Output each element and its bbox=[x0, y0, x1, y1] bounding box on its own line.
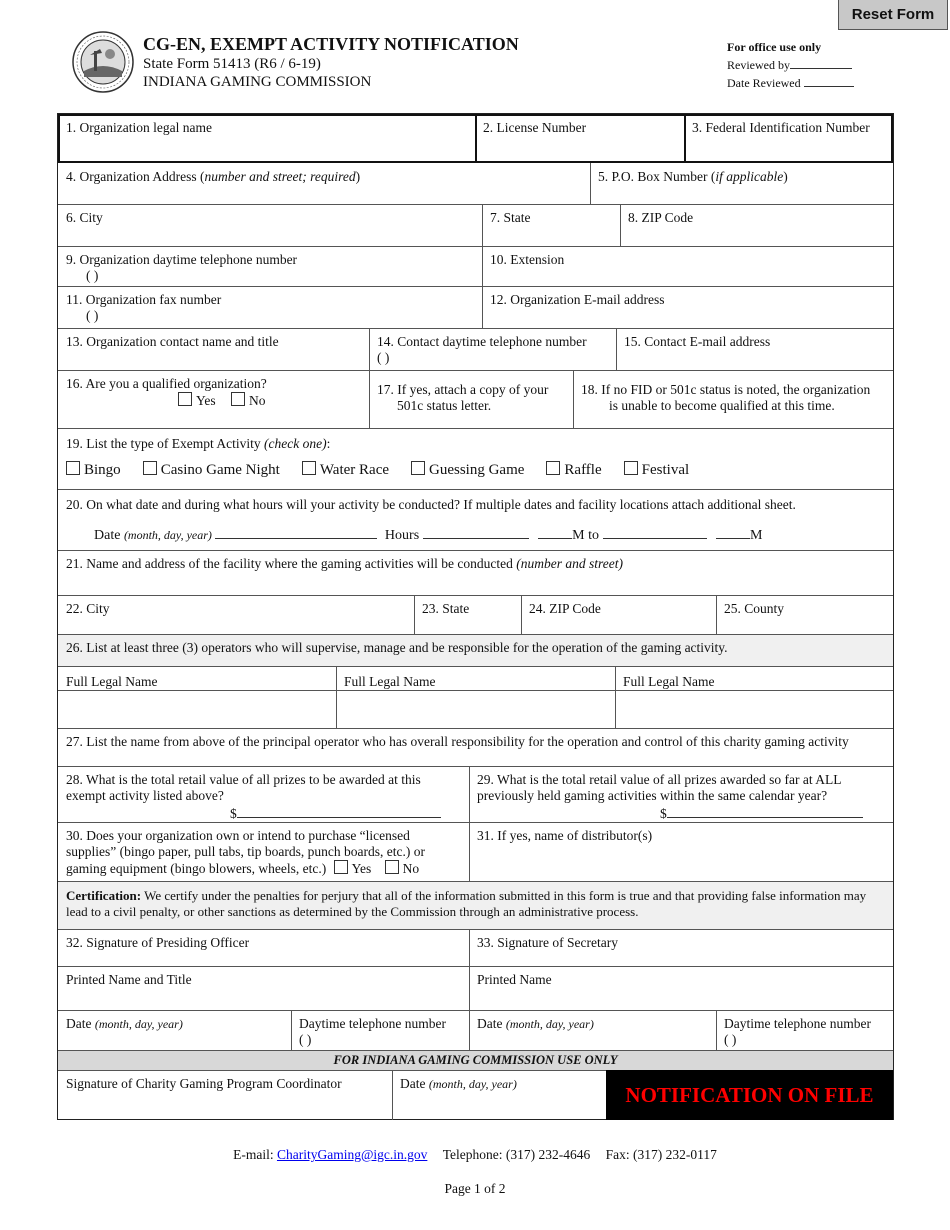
date-reviewed-label: Date Reviewed bbox=[727, 76, 801, 90]
office-use-label: For office use only bbox=[727, 40, 822, 54]
licensed-supplies-section: 30. Does your organization own or intend to purchase “licensed supplies” (bingo paper, pull tabs, tip boards, punch boards, etc.) or gaming equipment (bingo blowers, wheels, etc.) Yes No bbox=[66, 828, 426, 876]
officer-printed-name-field[interactable]: Printed Name and Title bbox=[66, 972, 192, 987]
org-address-field[interactable]: 4. Organization Address (number and street; required) bbox=[66, 169, 361, 184]
contact-email-field[interactable]: 15. Contact E-mail address bbox=[624, 334, 771, 349]
presiding-officer-signature-field[interactable]: 32. Signature of Presiding Officer bbox=[66, 935, 250, 950]
coordinator-date-field[interactable]: Date (month, day, year) bbox=[400, 1076, 517, 1091]
facility-city-field[interactable]: 22. City bbox=[66, 601, 110, 616]
reset-form-button[interactable]: Reset Form bbox=[838, 0, 948, 30]
org-phone-field[interactable]: 9. Organization daytime telephone number ( ) bbox=[66, 252, 298, 283]
activity-label: Bingo bbox=[84, 462, 121, 478]
supplies-yes-checkbox[interactable] bbox=[334, 860, 348, 874]
activity-option[interactable] bbox=[624, 462, 690, 478]
facility-address-field[interactable]: 21. Name and address of the facility where the gaming activities will be conducted (number and street) bbox=[66, 556, 623, 571]
supplies-no-checkbox[interactable] bbox=[385, 860, 399, 874]
activity-option[interactable] bbox=[302, 462, 389, 478]
org-legal-name-field[interactable] bbox=[58, 114, 475, 163]
activity-label: Water Race bbox=[319, 462, 390, 478]
label-3: 3. Federal Identification Number bbox=[692, 120, 870, 135]
prize-value-field[interactable] bbox=[237, 804, 441, 818]
notification-on-file-stamp: NOTIFICATION ON FILE bbox=[606, 1070, 893, 1120]
activity-option[interactable] bbox=[411, 462, 524, 478]
org-fax-field[interactable]: 11. Organization fax number ( ) bbox=[66, 292, 222, 323]
activity-checkbox[interactable] bbox=[546, 461, 560, 475]
reviewed-by-field[interactable] bbox=[790, 68, 852, 69]
operator-3-field[interactable] bbox=[615, 690, 893, 728]
notification-form bbox=[57, 113, 894, 1120]
license-number-field[interactable] bbox=[475, 114, 684, 163]
activity-date-hours-section: 20. On what date and during what hours will your activity be conducted? If multiple dates and facility locations attach additional sheet. Date (month, day, year) Hours M to M bbox=[58, 491, 893, 550]
page-number: Page 1 of 2 bbox=[444, 1181, 506, 1196]
extension-field[interactable]: 10. Extension bbox=[490, 252, 565, 267]
reviewed-by-label: Reviewed by bbox=[727, 58, 790, 72]
activity-checkbox[interactable] bbox=[302, 461, 316, 475]
facility-state-field[interactable]: 23. State bbox=[422, 601, 470, 616]
label-17: 17. If yes, attach a copy of your 501c status letter. bbox=[377, 382, 549, 413]
label-2: 2. License Number bbox=[483, 120, 587, 135]
po-box-field[interactable]: 5. P.O. Box Number (if applicable) bbox=[598, 169, 788, 184]
contact-footer: E-mail: CharityGaming@igc.in.gov Telephone: (317) 232-4646 Fax: (317) 232-0117 bbox=[233, 1147, 717, 1162]
state-seal-icon bbox=[72, 31, 134, 93]
hours-end-field[interactable] bbox=[603, 538, 707, 539]
activity-label: Festival bbox=[641, 462, 690, 478]
prior-prize-value-field[interactable] bbox=[667, 804, 863, 818]
org-email-field[interactable]: 12. Organization E-mail address bbox=[490, 292, 665, 307]
qualified-no-checkbox[interactable] bbox=[231, 392, 245, 406]
secretary-date-field[interactable]: Date (month, day, year) bbox=[477, 1016, 594, 1031]
contact-name-field[interactable]: 13. Organization contact name and title bbox=[66, 334, 279, 349]
officer-phone-field[interactable]: Daytime telephone number ( ) bbox=[299, 1016, 446, 1047]
officer-date-field[interactable]: Date (month, day, year) bbox=[66, 1016, 183, 1031]
label-26: 26. List at least three (3) operators who will supervise, manage and be responsible for the operation of the gaming activity. bbox=[66, 640, 728, 655]
activity-type-section: 19. List the type of Exempt Activity (check one): Bingo Casino Game Night Water Race Guessing Game Raffle Festival bbox=[66, 436, 690, 478]
operator-2-field[interactable] bbox=[336, 690, 615, 728]
footer-fax: Fax: (317) 232-0117 bbox=[605, 1147, 717, 1162]
activity-checkbox[interactable] bbox=[66, 461, 80, 475]
activity-checkbox[interactable] bbox=[411, 461, 425, 475]
activity-option[interactable] bbox=[546, 462, 601, 478]
qualified-org-field: 16. Are you a qualified organization? Yes No bbox=[66, 376, 267, 408]
secretary-printed-name-field[interactable]: Printed Name bbox=[477, 972, 552, 987]
activity-date-field[interactable] bbox=[215, 538, 377, 539]
email-link[interactable]: CharityGaming@igc.in.gov bbox=[276, 1147, 428, 1162]
facility-zip-field[interactable]: 24. ZIP Code bbox=[529, 601, 601, 616]
prior-prize-value-section: 29. What is the total retail value of all prizes awarded so far at ALL previously held gaming activities within the same calendar year? $ bbox=[469, 766, 893, 822]
qualified-yes-checkbox[interactable] bbox=[178, 392, 192, 406]
hours-start-ampm-field[interactable] bbox=[538, 538, 572, 539]
state-field[interactable]: 7. State bbox=[490, 210, 531, 225]
label-18: 18. If no FID or 501c status is noted, the organization is unable to become qualified at this time. bbox=[581, 382, 871, 413]
principal-operator-field[interactable]: 27. List the name from above of the principal operator who has overall responsibility for the operation and control of this charity gaming activity bbox=[66, 734, 849, 749]
activity-label: Casino Game Night bbox=[160, 462, 280, 478]
activity-checkbox[interactable] bbox=[143, 461, 157, 475]
activity-option[interactable] bbox=[143, 462, 280, 478]
facility-county-field[interactable]: 25. County bbox=[724, 601, 785, 616]
operator-3-label: Full Legal Name bbox=[623, 674, 715, 689]
hours-start-field[interactable] bbox=[423, 538, 529, 539]
zip-field[interactable]: 8. ZIP Code bbox=[628, 210, 694, 225]
form-number: State Form 51413 (R6 / 6-19) bbox=[143, 56, 321, 72]
label-1: 1. Organization legal name bbox=[66, 120, 212, 135]
date-reviewed-field[interactable] bbox=[804, 86, 854, 87]
agency-name: INDIANA GAMING COMMISSION bbox=[143, 74, 372, 90]
activity-checkbox[interactable] bbox=[624, 461, 638, 475]
activity-option[interactable] bbox=[66, 462, 121, 478]
igc-use-only-band: FOR INDIANA GAMING COMMISSION USE ONLY bbox=[333, 1053, 618, 1067]
operator-1-label: Full Legal Name bbox=[66, 674, 158, 689]
certification-statement: Certification: We certify under the penalties for perjury that all of the information submitted in this form is true and that providing false information may lead to a civil penalty, or other sanctions as determined by the Commission through an administrative process. bbox=[66, 888, 867, 919]
operator-2-label: Full Legal Name bbox=[344, 674, 436, 689]
fein-field[interactable] bbox=[684, 114, 893, 163]
operator-1-field[interactable] bbox=[58, 690, 336, 728]
city-field[interactable]: 6. City bbox=[66, 210, 103, 225]
form-title: CG-EN, EXEMPT ACTIVITY NOTIFICATION bbox=[143, 34, 519, 54]
distributor-field[interactable]: 31. If yes, name of distributor(s) bbox=[477, 828, 653, 843]
coordinator-signature-field[interactable]: Signature of Charity Gaming Program Coordinator bbox=[66, 1076, 342, 1091]
secretary-phone-field[interactable]: Daytime telephone number ( ) bbox=[724, 1016, 871, 1047]
hours-end-ampm-field[interactable] bbox=[716, 538, 750, 539]
activity-label: Guessing Game bbox=[429, 462, 525, 478]
contact-phone-field[interactable]: 14. Contact daytime telephone number ( ) bbox=[377, 334, 587, 365]
label-20: 20. On what date and during what hours will your activity be conducted? If multiple dates and facility locations attach additional sheet. bbox=[66, 497, 796, 512]
secretary-signature-field[interactable]: 33. Signature of Secretary bbox=[477, 935, 618, 950]
prize-value-section: 28. What is the total retail value of all prizes to be awarded at this exempt activity listed above? $ bbox=[58, 766, 469, 822]
activity-label: Raffle bbox=[564, 462, 602, 478]
footer-telephone: Telephone: (317) 232-4646 bbox=[442, 1147, 591, 1162]
